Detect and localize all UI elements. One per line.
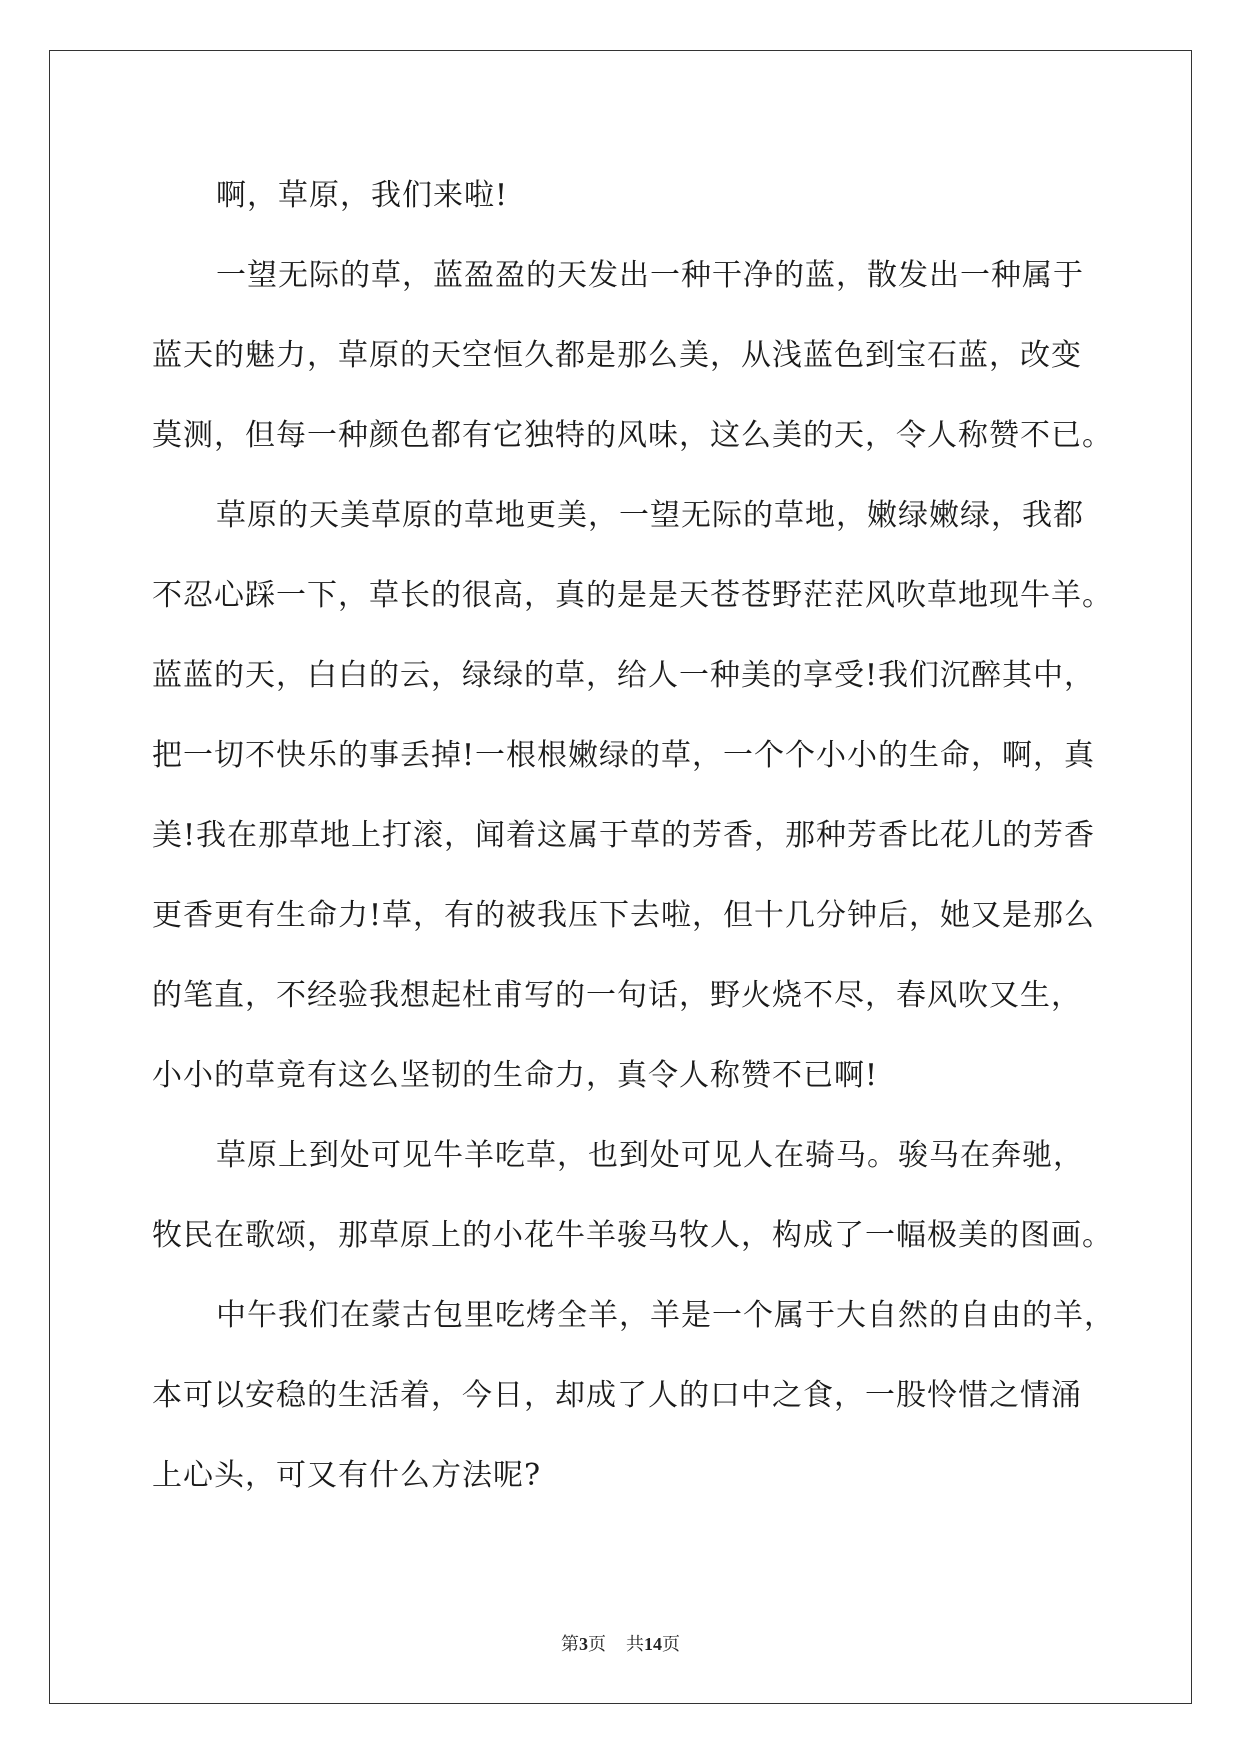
total-page-number: 14 xyxy=(644,1634,662,1654)
total-prefix: 共 xyxy=(626,1634,644,1655)
text-line: 一望无际的草，蓝盈盈的天发出一种干净的蓝，散发出一种属于 xyxy=(216,258,1084,293)
text-line: 美!我在那草地上打滚，闻着这属于草的芳香，那种芳香比花儿的芳香 xyxy=(152,818,1096,853)
text-line: 把一切不快乐的事丢掉!一根根嫩绿的草，一个个小小的生命，啊，真 xyxy=(152,738,1096,773)
text-line: 的笔直，不经验我想起杜甫写的一句话，野火烧不尽，春风吹又生， xyxy=(152,978,1082,1013)
text-line: 蓝天的魅力，草原的天空恒久都是那么美，从浅蓝色到宝石蓝，改变 xyxy=(152,338,1082,373)
page-suffix: 页 xyxy=(588,1634,606,1655)
current-page-number: 3 xyxy=(579,1634,588,1654)
total-suffix: 页 xyxy=(662,1634,680,1655)
text-line: 蓝蓝的天，白白的云，绿绿的草，给人一种美的享受!我们沉醉其中， xyxy=(152,658,1096,693)
page-footer xyxy=(0,1632,1241,1657)
document-body xyxy=(152,156,1115,1516)
text-line: 小小的草竟有这么坚韧的生命力，真令人称赞不已啊! xyxy=(152,1058,879,1093)
text-line: 本可以安稳的生活着，今日，却成了人的口中之食，一股怜惜之情涌 xyxy=(152,1378,1082,1413)
text-line: 上心头，可又有什么方法呢? xyxy=(152,1458,542,1493)
text-line: 啊，草原，我们来啦! xyxy=(216,178,509,213)
text-line: 草原上到处可见牛羊吃草，也到处可见人在骑马。骏马在奔驰， xyxy=(216,1138,1084,1173)
text-line: 更香更有生命力!草，有的被我压下去啦，但十几分钟后，她又是那么 xyxy=(152,898,1096,933)
text-line: 不忍心踩一下，草长的很高，真的是是天苍苍野茫茫风吹草地现牛羊。 xyxy=(152,578,1113,613)
text-line: 牧民在歌颂，那草原上的小花牛羊骏马牧人，构成了一幅极美的图画。 xyxy=(152,1218,1113,1253)
text-line: 草原的天美草原的草地更美，一望无际的草地，嫩绿嫩绿，我都 xyxy=(216,498,1084,533)
text-line: 莫测，但每一种颜色都有它独特的风味，这么美的天，令人称赞不已。 xyxy=(152,418,1113,453)
text-line: 中午我们在蒙古包里吃烤全羊，羊是一个属于大自然的自由的羊， xyxy=(216,1298,1115,1333)
page-prefix: 第 xyxy=(561,1634,579,1655)
